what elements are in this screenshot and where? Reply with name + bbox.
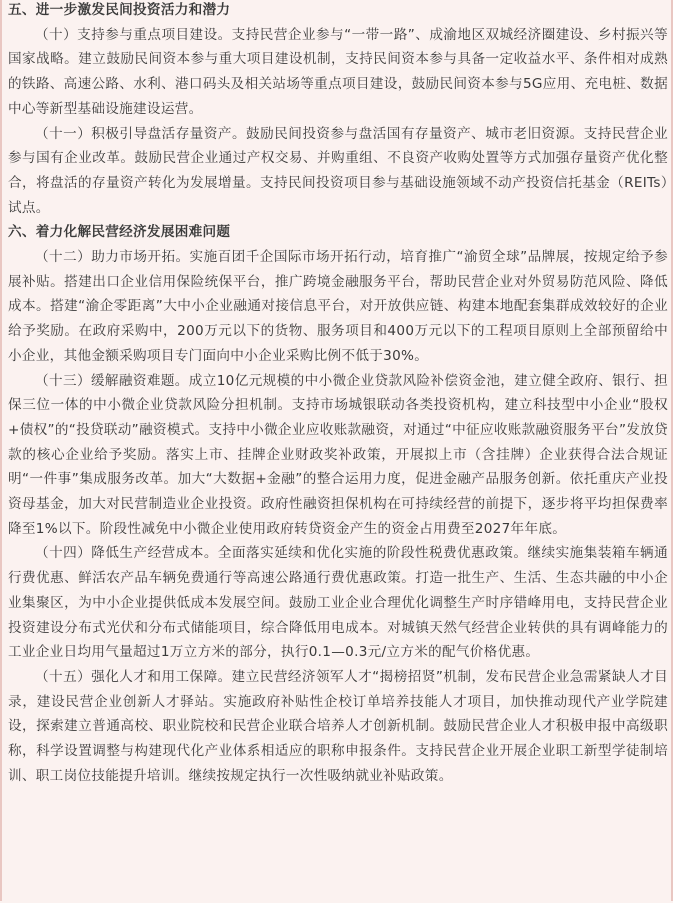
article-body xyxy=(8,0,668,789)
section-heading-6: 六、着力化解民营经济发展困难问题 xyxy=(8,224,231,241)
paragraph-10: （十）支持参与重点项目建设。支持民营企业参与“一带一路”、成渝地区双城经济圈建设、乡村振兴等国家战略。建立鼓励民间资本参与重大项目建设机制，支持民间资本参与具备一定收益水平、条件相对成熟的铁路、高速公路、水利、港口码头及相关站场等重点项目建设，鼓励民间资本参与5G应用、充电桩、数据中心等新型基础设施建设运营。 xyxy=(8,26,668,117)
paragraph-13: （十三）缓解融资难题。成立10亿元规模的中小微企业贷款风险补偿资金池，建立健全政府、银行、担保三位一体的中小微企业贷款风险分担机制。支持市场城银联动各类投资机构，建立科技型中小企业“股权+债权”的“投贷联动”融资模式。支持中小微企业应收账款融资，对通过“中征应收账款融资服务平台”发放贷款的核心企业给予奖励。落实上市、挂牌企业财政奖补政策，开展拟上市（含挂牌）企业获得合法合规证明“一件事”集成服务改革。加大“大数据+金融”的整合运用力度，促进金融产品服务创新。依托重庆产业投资母基金，加大对民营制造业企业投资。政府性融资担保机构在可持续经营的前提下，逐步将平均担保费率降至1%以下。阶段性减免中小微企业使用政府转贷资金产生的资金占用费至2027年年底。 xyxy=(8,372,668,537)
paragraph-14: （十四）降低生产经营成本。全面落实延续和优化实施的阶段性税费优惠政策。继续实施集装箱车辆通行费优惠、鲜活农产品车辆免费通行等高速公路通行费优惠政策。打造一批生产、生活、生态共融的中小企业集聚区，为中小企业提供低成本发展空间。鼓励工业企业合理优化调整生产时序错峰用电，支持民营企业投资建设分布式光伏和分布式储能项目，综合降低用电成本。对城镇天然气经营企业转供的具有调峰能力的工业企业日均用气量超过1万立方米的部分，执行0.1—0.3元/立方米的配气价格优惠。 xyxy=(8,545,668,661)
paragraph-11: （十一）积极引导盘活存量资产。鼓励民间投资参与盘活国有存量资产、城市老旧资源。支持民营企业参与国有企业改革。鼓励民营企业通过产权交易、并购重组、不良资产收购处置等方式加强存量资产优化整合，将盘活的存量资产转化为发展增量。支持民间投资项目参与基础设施领域不动产投资信托基金（REITs）试点。 xyxy=(8,125,668,216)
section-heading-5: 五、进一步激发民间投资活力和潜力 xyxy=(8,2,231,18)
left-border xyxy=(0,0,2,901)
paragraph-15: （十五）强化人才和用工保障。建立民营经济领军人才“揭榜招贤”机制，发布民营企业急需紧缺人才目录，建设民营企业创新人才驿站。实施政府补贴性企校订单培养技能人才项目，加快推动现代产业学院建设，探索建立普通高校、职业院校和民营企业联合培养人才创新机制。鼓励民营企业人才积极申报中高级职称，科学设置调整与构建现代化产业体系相适应的职称申报条件。支持民营企业开展企业职工新型学徒制培训、职工岗位技能提升培训。继续按规定执行一次性吸纳就业补贴政策。 xyxy=(8,668,668,784)
paragraph-12: （十二）助力市场开拓。实施百团千企国际市场开拓行动，培育推广“渝贸全球”品牌展，按规定给予参展补贴。搭建出口企业信用保险统保平台，推广跨境金融服务平台，帮助民营企业对外贸易防范风险、降低成本。搭建“渝企零距离”大中小企业融通对接信息平台，对开放供应链、构建本地配套集群成效较好的企业给予奖励。在政府采购中，200万元以下的货物、服务项目和400万元以下的工程项目原则上全部预留给中小企业，其他金额采购项目专门面向中小企业采购比例不低于30%。 xyxy=(8,249,668,364)
